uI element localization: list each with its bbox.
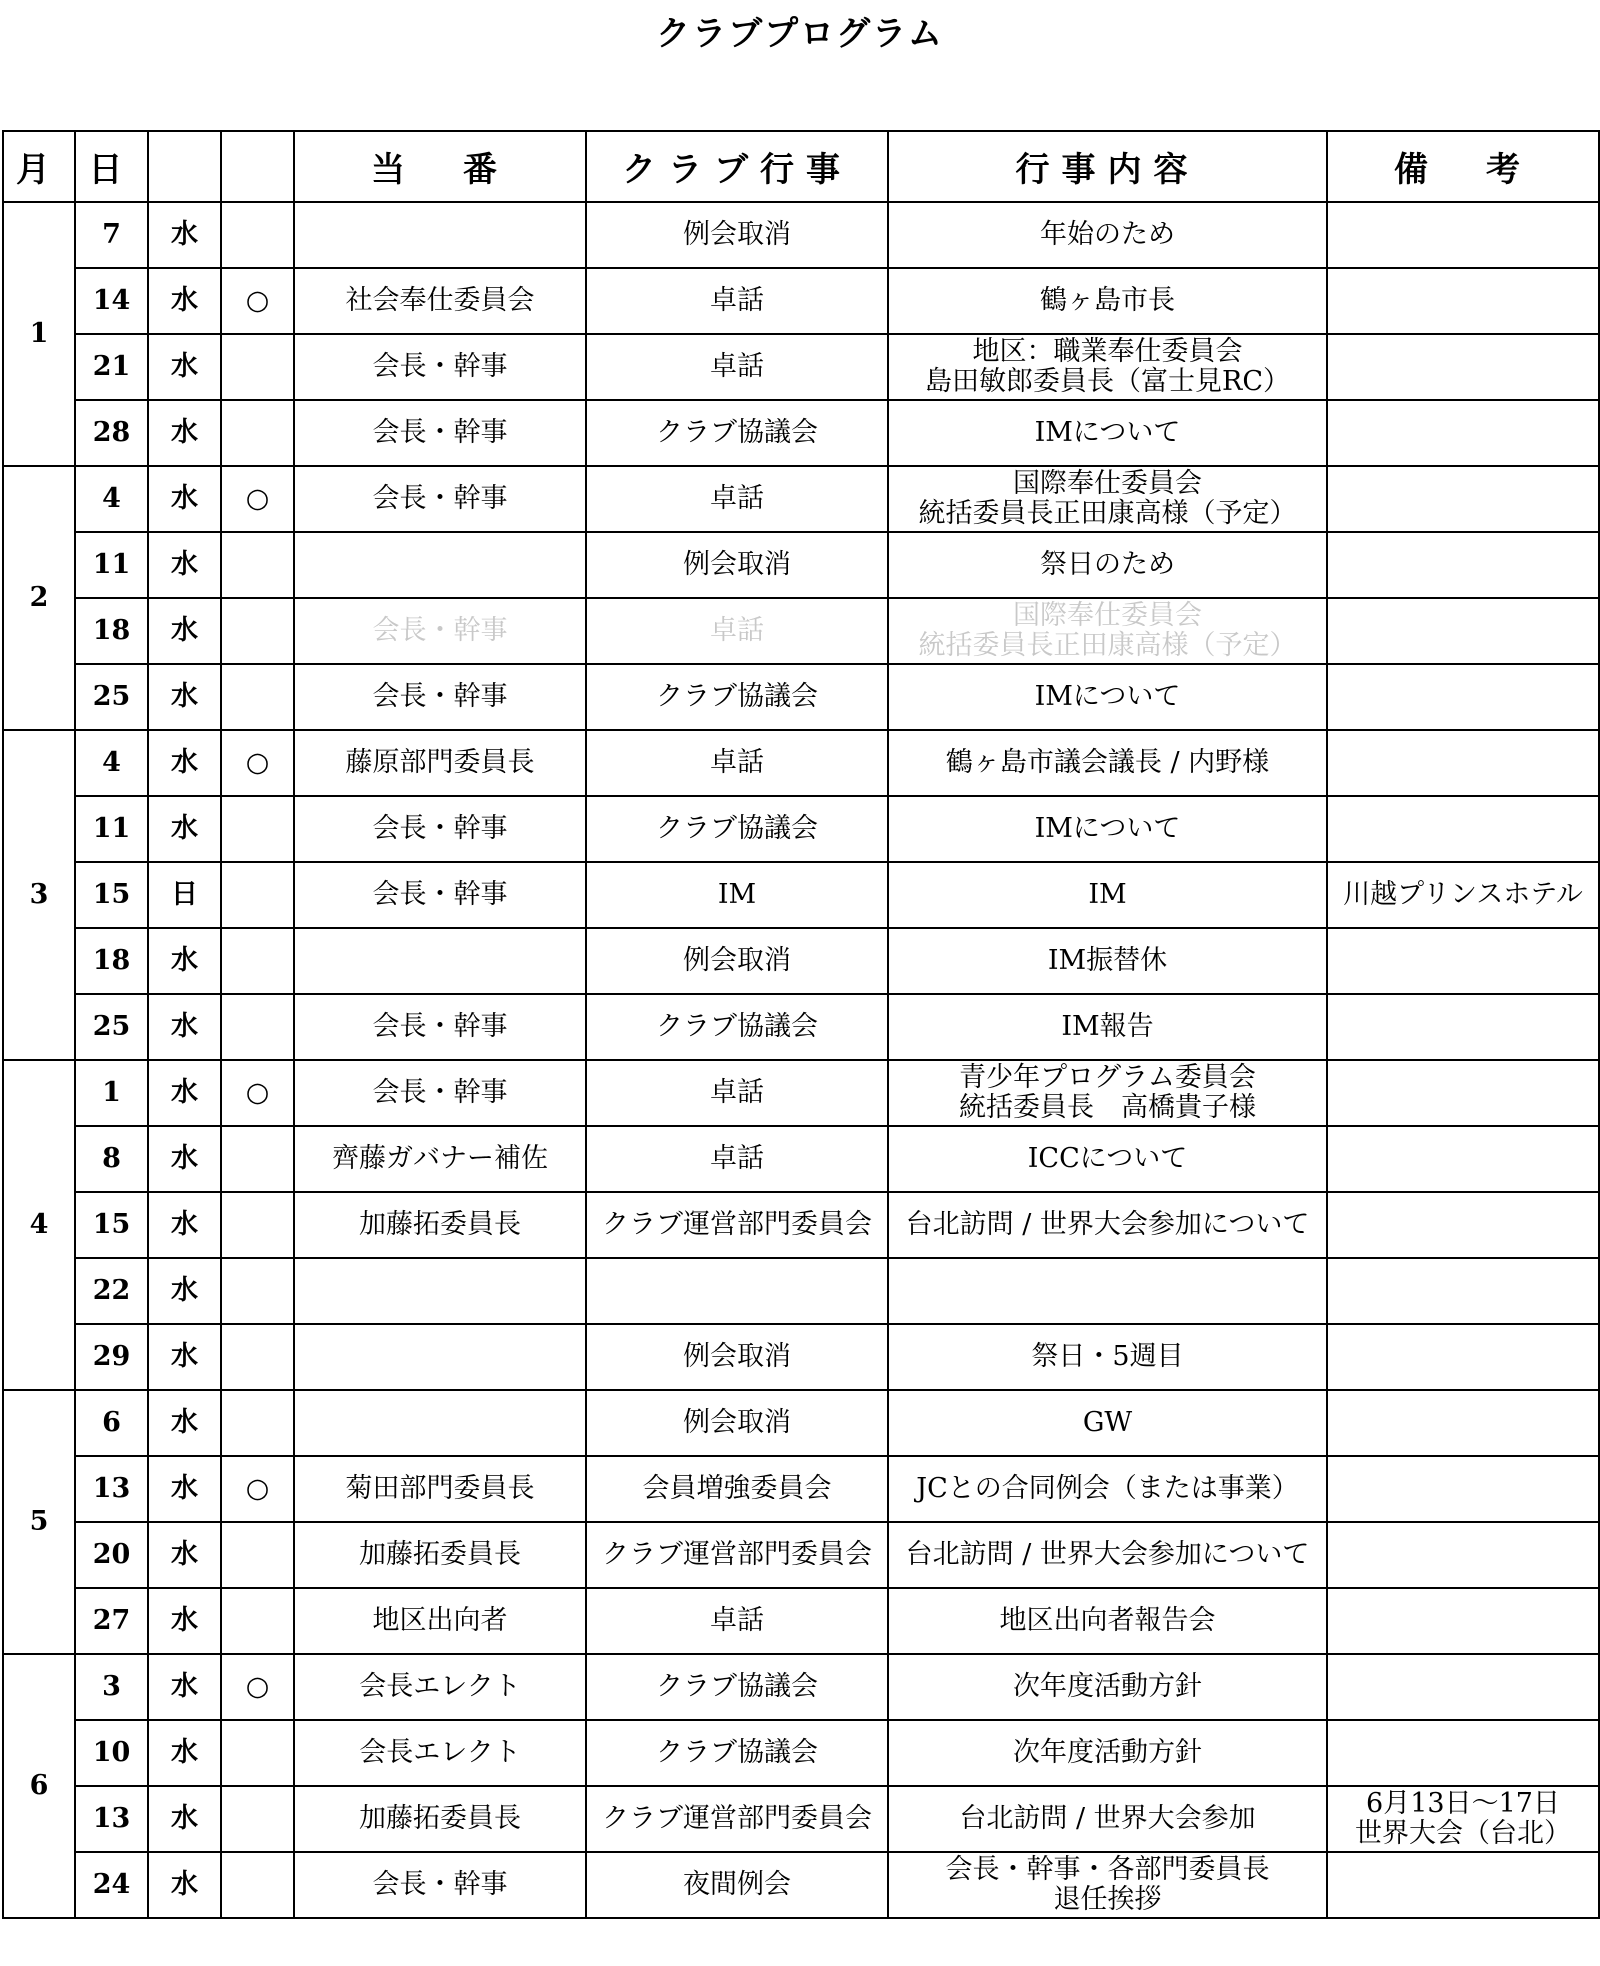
table-row xyxy=(3,202,1599,268)
table-row xyxy=(3,730,1599,796)
remarks-cell xyxy=(1327,466,1599,532)
remarks-cell xyxy=(1327,796,1599,862)
duty-cell: 藤原部門委員長 xyxy=(294,730,586,796)
header-duty: 当 番 xyxy=(294,131,586,202)
club-event-cell: 卓話 xyxy=(586,466,888,532)
remarks-cell: 6月13日～17日 世界大会（台北） xyxy=(1327,1786,1599,1852)
table-row xyxy=(3,994,1599,1060)
meeting-mark-cell xyxy=(221,928,294,994)
club-event-cell xyxy=(586,1258,888,1324)
day-cell: 22 xyxy=(75,1258,148,1324)
remarks-cell xyxy=(1327,1654,1599,1720)
table-row xyxy=(3,1192,1599,1258)
day-cell: 20 xyxy=(75,1522,148,1588)
club-event-cell: 卓話 xyxy=(586,1060,888,1126)
meeting-mark-cell xyxy=(221,400,294,466)
table-row xyxy=(3,1126,1599,1192)
table-row xyxy=(3,1786,1599,1852)
remarks-cell xyxy=(1327,1852,1599,1918)
remarks-cell xyxy=(1327,532,1599,598)
remarks-cell xyxy=(1327,202,1599,268)
remarks-cell xyxy=(1327,400,1599,466)
club-event-cell: 例会取消 xyxy=(586,1324,888,1390)
weekday-cell: 水 xyxy=(148,1786,221,1852)
duty-cell: 加藤拓委員長 xyxy=(294,1522,586,1588)
remarks-cell xyxy=(1327,1060,1599,1126)
day-cell: 6 xyxy=(75,1390,148,1456)
duty-cell: 会長・幹事 xyxy=(294,1060,586,1126)
month-cell: 3 xyxy=(3,730,75,1060)
weekday-cell: 水 xyxy=(148,1720,221,1786)
meeting-mark-cell xyxy=(221,1522,294,1588)
day-cell: 15 xyxy=(75,862,148,928)
table-row xyxy=(3,664,1599,730)
event-content-cell: 台北訪問 / 世界大会参加について xyxy=(888,1192,1327,1258)
program-table xyxy=(2,130,1600,1919)
page-title: クラブプログラム xyxy=(656,13,944,54)
weekday-cell: 水 xyxy=(148,1522,221,1588)
club-event-cell: クラブ協議会 xyxy=(586,994,888,1060)
club-event-cell: IM xyxy=(586,862,888,928)
day-cell: 27 xyxy=(75,1588,148,1654)
day-cell: 14 xyxy=(75,268,148,334)
table-body xyxy=(3,202,1599,1918)
weekday-cell: 水 xyxy=(148,1852,221,1918)
weekday-cell: 水 xyxy=(148,994,221,1060)
table-row xyxy=(3,532,1599,598)
month-cell: 2 xyxy=(3,466,75,730)
weekday-cell: 水 xyxy=(148,796,221,862)
meeting-mark-cell xyxy=(221,862,294,928)
duty-cell: 会長・幹事 xyxy=(294,1852,586,1918)
table-row xyxy=(3,1390,1599,1456)
day-cell: 4 xyxy=(75,730,148,796)
month-cell: 1 xyxy=(3,202,75,466)
event-content-cell: 台北訪問 / 世界大会参加 xyxy=(888,1786,1327,1852)
event-content-cell: IM振替休 xyxy=(888,928,1327,994)
table-row xyxy=(3,400,1599,466)
day-cell: 10 xyxy=(75,1720,148,1786)
remarks-cell xyxy=(1327,994,1599,1060)
club-event-cell: 夜間例会 xyxy=(586,1852,888,1918)
club-event-cell: 卓話 xyxy=(586,730,888,796)
day-cell: 1 xyxy=(75,1060,148,1126)
meeting-mark-cell xyxy=(221,664,294,730)
duty-cell: 齊藤ガバナー補佐 xyxy=(294,1126,586,1192)
club-event-cell: 例会取消 xyxy=(586,532,888,598)
duty-cell xyxy=(294,202,586,268)
day-cell: 11 xyxy=(75,532,148,598)
table-row xyxy=(3,928,1599,994)
meeting-mark-cell xyxy=(221,994,294,1060)
event-content-cell: 次年度活動方針 xyxy=(888,1720,1327,1786)
weekday-cell: 水 xyxy=(148,1324,221,1390)
day-cell: 11 xyxy=(75,796,148,862)
meeting-mark-cell xyxy=(221,598,294,664)
weekday-cell: 水 xyxy=(148,466,221,532)
meeting-mark-cell: ○ xyxy=(221,1654,294,1720)
weekday-cell: 水 xyxy=(148,1192,221,1258)
event-content-cell: IM報告 xyxy=(888,994,1327,1060)
table-row xyxy=(3,1324,1599,1390)
weekday-cell: 日 xyxy=(148,862,221,928)
remarks-cell xyxy=(1327,1720,1599,1786)
duty-cell xyxy=(294,928,586,994)
duty-cell: 会長・幹事 xyxy=(294,664,586,730)
table-row xyxy=(3,1456,1599,1522)
weekday-cell: 水 xyxy=(148,1060,221,1126)
day-cell: 13 xyxy=(75,1456,148,1522)
day-cell: 28 xyxy=(75,400,148,466)
club-event-cell: クラブ運営部門委員会 xyxy=(586,1522,888,1588)
remarks-cell xyxy=(1327,1258,1599,1324)
duty-cell xyxy=(294,1324,586,1390)
remarks-cell xyxy=(1327,1324,1599,1390)
meeting-mark-cell xyxy=(221,1192,294,1258)
table-row xyxy=(3,598,1599,664)
event-content-cell: 次年度活動方針 xyxy=(888,1654,1327,1720)
day-cell: 24 xyxy=(75,1852,148,1918)
club-event-cell: クラブ運営部門委員会 xyxy=(586,1786,888,1852)
weekday-cell: 水 xyxy=(148,1588,221,1654)
table-row xyxy=(3,1258,1599,1324)
duty-cell: 会長・幹事 xyxy=(294,466,586,532)
weekday-cell: 水 xyxy=(148,664,221,730)
header-remarks: 備 考 xyxy=(1327,131,1599,202)
remarks-cell xyxy=(1327,928,1599,994)
weekday-cell: 水 xyxy=(148,532,221,598)
remarks-cell xyxy=(1327,1456,1599,1522)
day-cell: 15 xyxy=(75,1192,148,1258)
duty-cell: 菊田部門委員長 xyxy=(294,1456,586,1522)
table-row xyxy=(3,1522,1599,1588)
meeting-mark-cell: ○ xyxy=(221,730,294,796)
duty-cell xyxy=(294,1390,586,1456)
event-content-cell: 地区：職業奉仕委員会 島田敏郎委員長（富士見RC） xyxy=(888,334,1327,400)
event-content-cell: 青少年プログラム委員会 統括委員長 高橋貴子様 xyxy=(888,1060,1327,1126)
header-day: 日 xyxy=(75,131,148,202)
club-event-cell: クラブ協議会 xyxy=(586,1720,888,1786)
club-event-cell: クラブ運営部門委員会 xyxy=(586,1192,888,1258)
table-row xyxy=(3,268,1599,334)
meeting-mark-cell xyxy=(221,1324,294,1390)
event-content-cell: 台北訪問 / 世界大会参加について xyxy=(888,1522,1327,1588)
table-row xyxy=(3,334,1599,400)
duty-cell: 会長・幹事 xyxy=(294,796,586,862)
event-content-cell: 会長・幹事・各部門委員長 退任挨拶 xyxy=(888,1852,1327,1918)
day-cell: 4 xyxy=(75,466,148,532)
meeting-mark-cell: ○ xyxy=(221,268,294,334)
meeting-mark-cell xyxy=(221,1786,294,1852)
weekday-cell: 水 xyxy=(148,1654,221,1720)
weekday-cell: 水 xyxy=(148,928,221,994)
remarks-cell xyxy=(1327,1390,1599,1456)
day-cell: 25 xyxy=(75,994,148,1060)
meeting-mark-cell xyxy=(221,1720,294,1786)
meeting-mark-cell xyxy=(221,1852,294,1918)
duty-cell: 会長エレクト xyxy=(294,1654,586,1720)
day-cell: 13 xyxy=(75,1786,148,1852)
meeting-mark-cell xyxy=(221,1588,294,1654)
weekday-cell: 水 xyxy=(148,202,221,268)
month-cell: 4 xyxy=(3,1060,75,1390)
day-cell: 21 xyxy=(75,334,148,400)
duty-cell: 会長エレクト xyxy=(294,1720,586,1786)
meeting-mark-cell: ○ xyxy=(221,466,294,532)
table-row xyxy=(3,466,1599,532)
event-content-cell: IMについて xyxy=(888,664,1327,730)
duty-cell xyxy=(294,532,586,598)
remarks-cell xyxy=(1327,730,1599,796)
month-cell: 5 xyxy=(3,1390,75,1654)
duty-cell: 会長・幹事 xyxy=(294,862,586,928)
meeting-mark-cell: ○ xyxy=(221,1456,294,1522)
weekday-cell: 水 xyxy=(148,1126,221,1192)
month-cell: 6 xyxy=(3,1654,75,1918)
header-month: 月 xyxy=(3,131,75,202)
event-content-cell: IMについて xyxy=(888,400,1327,466)
weekday-cell: 水 xyxy=(148,598,221,664)
meeting-mark-cell xyxy=(221,1258,294,1324)
event-content-cell: GW xyxy=(888,1390,1327,1456)
event-content-cell: 鶴ヶ島市議会議長 / 内野様 xyxy=(888,730,1327,796)
event-content-cell: JCとの合同例会（または事業） xyxy=(888,1456,1327,1522)
weekday-cell: 水 xyxy=(148,730,221,796)
weekday-cell: 水 xyxy=(148,268,221,334)
duty-cell: 加藤拓委員長 xyxy=(294,1786,586,1852)
event-content-cell: 祭日・5週目 xyxy=(888,1324,1327,1390)
day-cell: 7 xyxy=(75,202,148,268)
table-row xyxy=(3,1060,1599,1126)
duty-cell: 会長・幹事 xyxy=(294,598,586,664)
club-event-cell: クラブ協議会 xyxy=(586,1654,888,1720)
header-row xyxy=(3,131,1599,202)
event-content-cell: 地区出向者報告会 xyxy=(888,1588,1327,1654)
header-mark xyxy=(221,131,294,202)
header-event: クラブ行事 xyxy=(586,131,888,202)
club-event-cell: 卓話 xyxy=(586,1588,888,1654)
event-content-cell: IMについて xyxy=(888,796,1327,862)
remarks-cell: 川越プリンスホテル xyxy=(1327,862,1599,928)
event-content-cell: 国際奉仕委員会 統括委員長正田康高様（予定） xyxy=(888,598,1327,664)
remarks-cell xyxy=(1327,1588,1599,1654)
remarks-cell xyxy=(1327,334,1599,400)
duty-cell: 加藤拓委員長 xyxy=(294,1192,586,1258)
table-row xyxy=(3,796,1599,862)
club-event-cell: 卓話 xyxy=(586,268,888,334)
event-content-cell: 鶴ヶ島市長 xyxy=(888,268,1327,334)
meeting-mark-cell xyxy=(221,532,294,598)
table-row xyxy=(3,1852,1599,1918)
meeting-mark-cell xyxy=(221,1390,294,1456)
duty-cell xyxy=(294,1258,586,1324)
club-event-cell: 例会取消 xyxy=(586,1390,888,1456)
day-cell: 18 xyxy=(75,598,148,664)
duty-cell: 会長・幹事 xyxy=(294,994,586,1060)
event-content-cell: 国際奉仕委員会 統括委員長正田康高様（予定） xyxy=(888,466,1327,532)
event-content-cell: ICCについて xyxy=(888,1126,1327,1192)
header-dow xyxy=(148,131,221,202)
event-content-cell xyxy=(888,1258,1327,1324)
club-event-cell: 例会取消 xyxy=(586,202,888,268)
club-event-cell: クラブ協議会 xyxy=(586,796,888,862)
event-content-cell: 年始のため xyxy=(888,202,1327,268)
table-row xyxy=(3,1654,1599,1720)
day-cell: 8 xyxy=(75,1126,148,1192)
header-content: 行事内容 xyxy=(888,131,1327,202)
club-event-cell: クラブ協議会 xyxy=(586,664,888,730)
duty-cell: 社会奉仕委員会 xyxy=(294,268,586,334)
remarks-cell xyxy=(1327,268,1599,334)
meeting-mark-cell xyxy=(221,334,294,400)
remarks-cell xyxy=(1327,664,1599,730)
weekday-cell: 水 xyxy=(148,400,221,466)
remarks-cell xyxy=(1327,1126,1599,1192)
duty-cell: 会長・幹事 xyxy=(294,334,586,400)
meeting-mark-cell: ○ xyxy=(221,1060,294,1126)
day-cell: 29 xyxy=(75,1324,148,1390)
duty-cell: 会長・幹事 xyxy=(294,400,586,466)
weekday-cell: 水 xyxy=(148,1390,221,1456)
table-row xyxy=(3,1588,1599,1654)
weekday-cell: 水 xyxy=(148,1456,221,1522)
club-event-cell: 卓話 xyxy=(586,334,888,400)
remarks-cell xyxy=(1327,598,1599,664)
weekday-cell: 水 xyxy=(148,334,221,400)
club-event-cell: 卓話 xyxy=(586,1126,888,1192)
event-content-cell: IM xyxy=(888,862,1327,928)
club-event-cell: 卓話 xyxy=(586,598,888,664)
meeting-mark-cell xyxy=(221,796,294,862)
club-event-cell: 例会取消 xyxy=(586,928,888,994)
table-row xyxy=(3,862,1599,928)
day-cell: 25 xyxy=(75,664,148,730)
duty-cell: 地区出向者 xyxy=(294,1588,586,1654)
club-event-cell: 会員増強委員会 xyxy=(586,1456,888,1522)
table-row xyxy=(3,1720,1599,1786)
meeting-mark-cell xyxy=(221,1126,294,1192)
meeting-mark-cell xyxy=(221,202,294,268)
event-content-cell: 祭日のため xyxy=(888,532,1327,598)
weekday-cell: 水 xyxy=(148,1258,221,1324)
day-cell: 18 xyxy=(75,928,148,994)
day-cell: 3 xyxy=(75,1654,148,1720)
remarks-cell xyxy=(1327,1522,1599,1588)
remarks-cell xyxy=(1327,1192,1599,1258)
club-event-cell: クラブ協議会 xyxy=(586,400,888,466)
